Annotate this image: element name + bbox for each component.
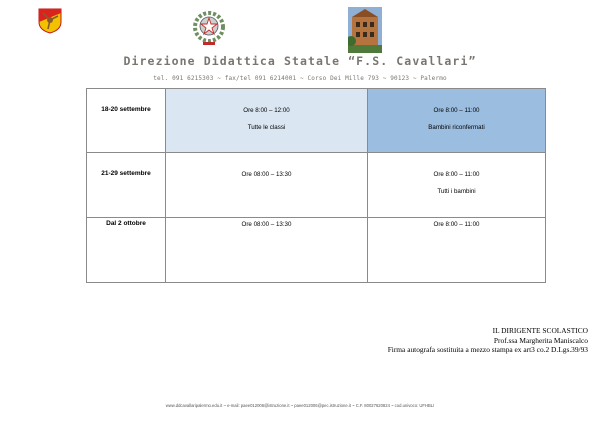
schedule-cell-reconfirmed [368, 89, 546, 153]
group-text: Bambini riconfermati [428, 124, 485, 131]
period-label: Dal 2 ottobre [87, 218, 166, 283]
school-name-heading: Direzione Didattica Statale “F.S. Cavallari” [123, 54, 477, 68]
hours-text: Ore 8:00 – 11:00 [433, 221, 480, 228]
schedule-cell [368, 218, 546, 283]
hours-text: Ore 8:00 – 11:00 [433, 171, 480, 178]
italian-republic-emblem [190, 8, 228, 48]
footer-contacts: www.ddcavallaripalermo.edu.it ~ e-mail: paee012006@istruzione.it ~ paee012006@pec.istruzione.it ~ C.F. 80027620824 ~ cod.univoco: UFHBLI [165, 403, 435, 408]
hours-text: Ore 08:00 – 13:30 [241, 171, 292, 178]
hours-text: Ore 8:00 – 12:00 [243, 107, 290, 114]
hours-text: Ore 08:00 – 13:30 [241, 221, 292, 228]
schedule-cell [166, 218, 368, 283]
schedule-table [86, 88, 546, 283]
signature-name: Prof.ssa Margherita Maniscalco [493, 335, 588, 345]
schedule-cell [166, 153, 368, 218]
period-label: 21-29 settembre [87, 153, 166, 218]
signature-note: Firma autografa sostituita a mezzo stampa ex art3 co.2 D.Lgs.39/93 [387, 345, 588, 355]
schedule-cell-all-classes [166, 89, 368, 153]
signature-block [388, 326, 588, 355]
table-row [87, 218, 546, 283]
schedule-cell [368, 153, 546, 218]
signature-role: IL DIRIGENTE SCOLASTICO [492, 326, 588, 335]
group-text: Tutte le classi [247, 124, 286, 131]
group-text: Tutti i bambini [437, 188, 476, 195]
hours-text: Ore 8:00 – 11:00 [433, 107, 480, 114]
period-label: 18-20 settembre [87, 89, 166, 153]
table-row [87, 89, 546, 153]
school-building-photo [348, 7, 382, 53]
table-row [87, 153, 546, 218]
sicily-region-logo [38, 8, 62, 34]
school-contacts-line: tel. 091 6215303 ~ fax/tel 091 6214001 ~ Corso Dei Mille 793 ~ 90123 ~ Palermo [153, 75, 447, 82]
